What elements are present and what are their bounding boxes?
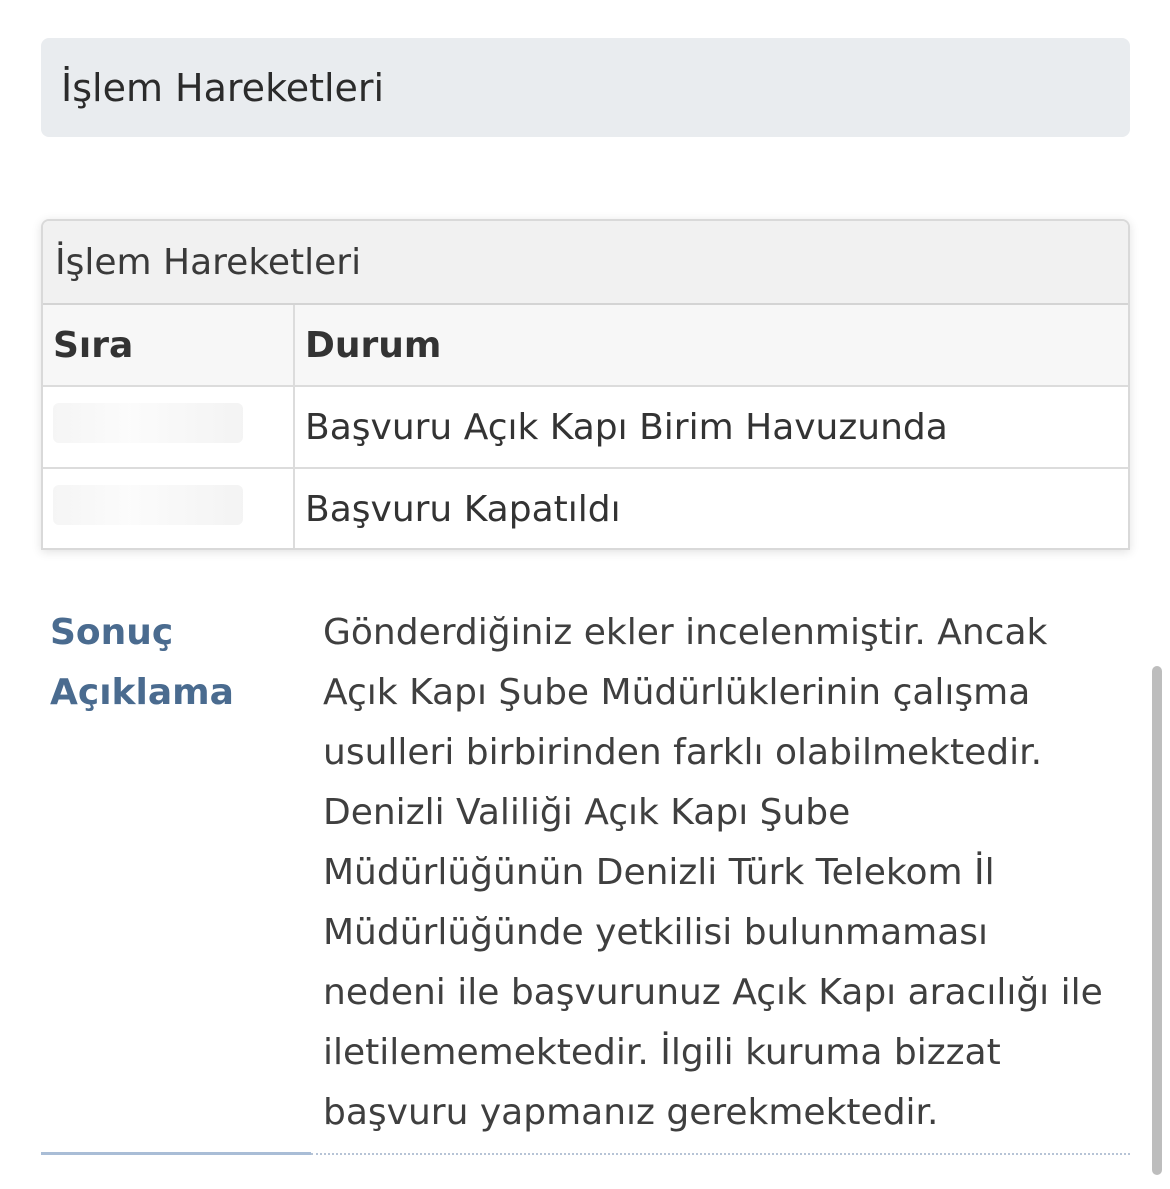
result-label: Sonuç Açıklama — [41, 603, 311, 1155]
table-cell-sira-redacted — [43, 386, 294, 468]
redacted-value — [53, 403, 243, 443]
section-header[interactable] — [41, 38, 1130, 137]
redacted-value — [53, 485, 243, 525]
table-cell-durum: Başvuru Kapatıldı — [294, 468, 1128, 550]
table-cell-durum: Başvuru Açık Kapı Birim Havuzunda — [294, 386, 1128, 468]
table-cell-sira-redacted — [43, 468, 294, 550]
transactions-table — [43, 305, 1128, 550]
result-section — [41, 603, 1130, 1155]
transactions-panel — [41, 219, 1130, 550]
table-row — [43, 386, 1128, 468]
column-header-sira: Sıra — [43, 305, 294, 386]
scrollbar[interactable] — [1152, 666, 1162, 1175]
table-row — [43, 468, 1128, 550]
result-description: Gönderdiğiniz ekler incelenmiştir. Ancak Açık Kapı Şube Müdürlüklerinin çalışma usulleri birbirinden farklı olabilmektedir. Denizli Valiliği Açık Kapı Şube Müdürlüğünün Denizli Türk Telekom İl Müdürlüğünde yetkilisi bulunmaması nedeni ile başvurunuz Açık Kapı aracılığı ile iletilememektedir. İlgili kuruma bizzat başvuru yapmanız gerekmektedir. — [311, 603, 1130, 1155]
section-title: İşlem Hareketleri — [61, 65, 385, 110]
column-header-durum: Durum — [294, 305, 1128, 386]
table-header-row — [43, 305, 1128, 386]
panel-title: İşlem Hareketleri — [55, 241, 362, 283]
panel-heading — [43, 221, 1128, 305]
